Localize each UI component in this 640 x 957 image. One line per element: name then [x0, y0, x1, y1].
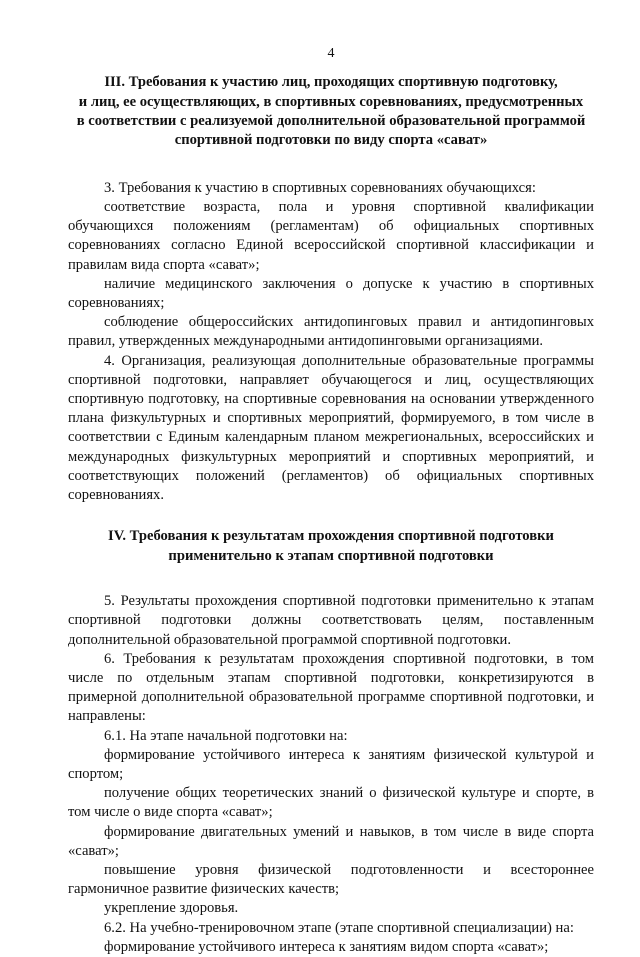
paragraph-3: 3. Требования к участию в спортивных соревнованиях обучающихся:	[104, 179, 536, 196]
heading-line: и лиц, ее осуществляющих, в спортивных соревнованиях, предусмотренных	[78, 93, 584, 110]
paragraph-savate-interest: формирование устойчивого интереса к занятиям видом спорта «сават»;	[104, 938, 549, 955]
paragraph-medical: наличие медицинского заключения о допуске к участию в спортивных соревнованиях;	[68, 275, 594, 312]
paragraph-health: укрепление здоровья.	[104, 900, 239, 917]
paragraph-age-requirement: соответствие возраста, пола и уровня спортивной квалификации обучающихся положениям (регламентам) об официальных спортивных соревнованиях согласно Единой всероссийской спортивной классификации и правилам вида спорта «сават»;	[68, 199, 594, 273]
section-3-heading	[68, 73, 594, 151]
section-4-body	[68, 592, 594, 957]
paragraph-antidoping: соблюдение общероссийских антидопинговых правил и антидопинговых правил, утвержденных международными антидопинговыми организациями.	[68, 314, 594, 350]
paragraph-interest: формирование устойчивого интереса к занятиям физической культурой и спортом;	[68, 746, 594, 782]
heading-line: в соответствии с реализуемой дополнительной образовательной программой	[76, 113, 586, 130]
paragraph-motor-skills: формирование двигательных умений и навыков, в том числе в виде спорта «сават»;	[68, 823, 594, 859]
paragraph-theory: получение общих теоретических знаний о физической культуре и спорте, в том числе о виде спорта «сават»;	[68, 785, 594, 821]
paragraph-6-1: 6.1. На этапе начальной подготовки на:	[104, 727, 348, 744]
paragraph-5: 5. Результаты прохождения спортивной подготовки применительно к этапам спортивной подготовки должны соответствовать целям, поставленным дополнительной образовательной программой спортивной подготовки.	[68, 593, 594, 648]
page-number: 4	[327, 46, 335, 61]
heading-line: применительно к этапам спортивной подготовки	[168, 547, 494, 564]
paragraph-6-2: 6.2. На учебно-тренировочном этапе (этапе спортивной специализации) на:	[104, 919, 574, 936]
section-3-body	[68, 179, 594, 505]
section-4-heading	[68, 527, 594, 566]
paragraph-6: 6. Требования к результатам прохождения спортивной подготовки, в том числе по отдельным этапам спортивной подготовки, конкретизируются в примерной дополнительной образовательной программе спортивной подготовки, и направлены:	[68, 650, 594, 725]
paragraph-fitness: повышение уровня физической подготовленности и всестороннее гармоничное развитие физических качеств;	[68, 861, 594, 898]
heading-line: IV. Требования к результатам прохождения спортивной подготовки	[108, 528, 554, 545]
heading-line: III. Требования к участию лиц, проходящих спортивную подготовку,	[104, 74, 558, 91]
heading-line: спортивной подготовки по виду спорта «сават»	[174, 132, 488, 149]
paragraph-4: 4. Организация, реализующая дополнительные образовательные программы спортивной подготовки, направляет обучающегося и лиц, осуществляющих спортивную подготовку, на спортивные соревнования на основании утвержденного плана физкультурных и спортивных мероприятий, формируемого, в том числе в соответствии с Единым календарным планом межрегиональных, всероссийских и международных физкультурных мероприятий и спортивных мероприятий, и соответствующих положений (регламентов) об официальных спортивных соревнованиях.	[68, 352, 594, 504]
